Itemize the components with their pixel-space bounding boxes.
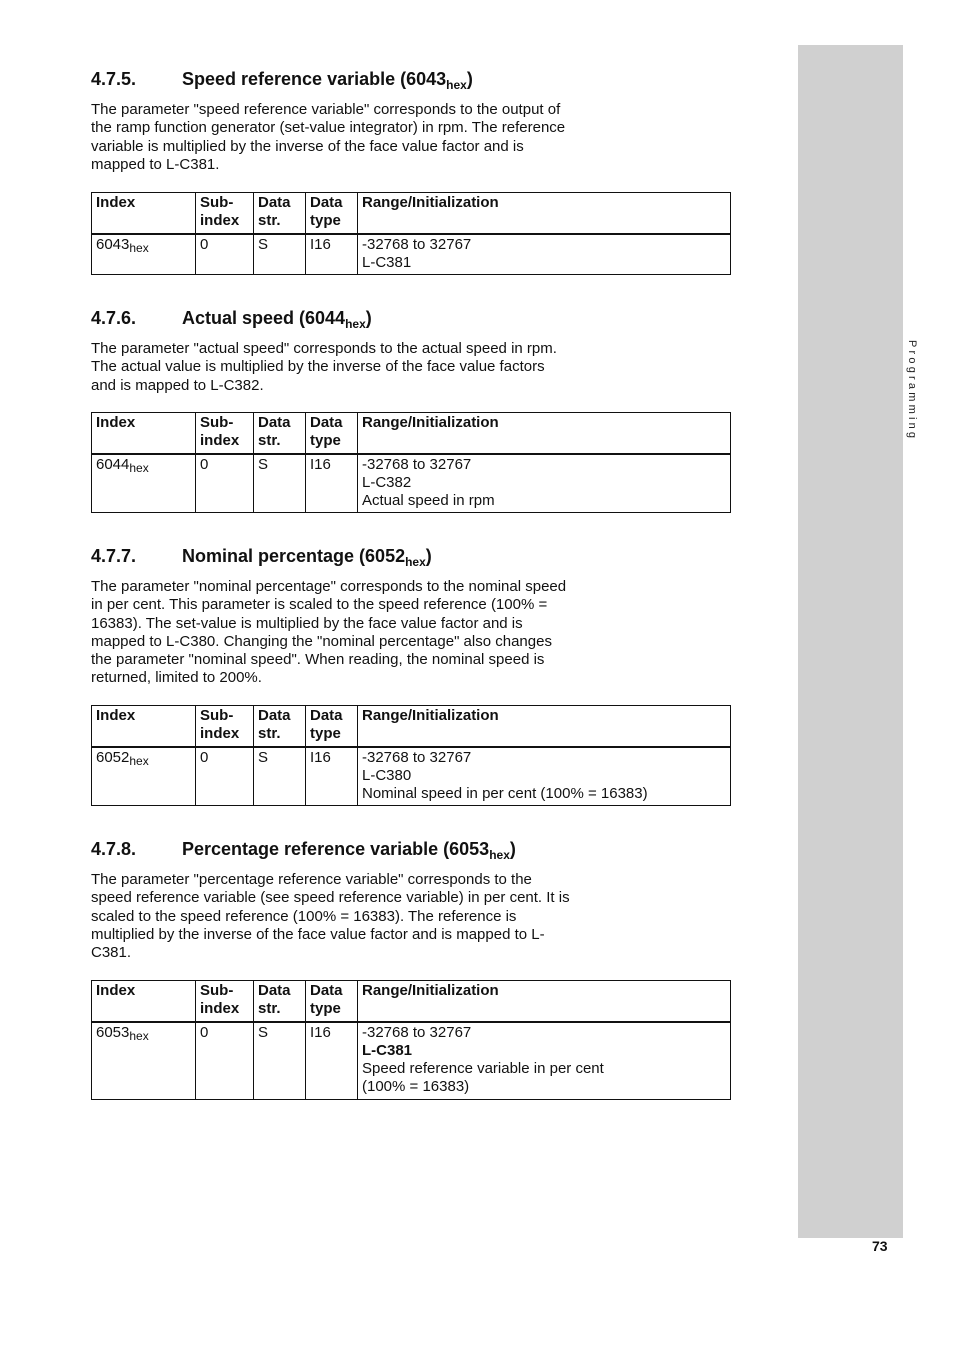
header-index: Index (92, 706, 196, 747)
header-range: Range/Initialization (358, 706, 731, 747)
header-subindex: Sub- index (196, 193, 254, 234)
section-number: 4.7.5. (91, 69, 137, 89)
title-subscript: hex (446, 78, 467, 92)
header-index: Index (92, 413, 196, 454)
section-heading (91, 545, 731, 573)
table-header-row (92, 706, 731, 747)
header-range: Range/Initialization (358, 981, 731, 1022)
section-paragraph: The parameter "nominal percentage" corresponds to the nominal speed in per cent. This parameter is scaled to the speed reference (100% = 16383). The set-value is multiplied by the face value factor and is mapped to L-C380. Changing the "nominal percentage" also changes the parameter "nominal speed". When reading, the nominal speed is returned, limited to 200%. (91, 578, 567, 687)
cell-range: -32768 to 32767 L-C382 Actual speed in rpm (358, 454, 731, 513)
section-number: 4.7.6. (91, 308, 137, 328)
cell-subindex: 0 (196, 747, 254, 806)
table-row (92, 454, 731, 513)
section-heading (91, 68, 731, 96)
section-actual-speed (91, 307, 731, 510)
cell-index: $6043_{hex}$ (92, 234, 196, 275)
section-nominal-percentage (91, 545, 731, 803)
table-header-row (92, 413, 731, 454)
header-subindex: Sub- index (196, 706, 254, 747)
cell-range: -32768 to 32767 L-C381 (358, 234, 731, 275)
cell-data-str: S (254, 747, 306, 806)
cell-data-str: S (254, 454, 306, 513)
header-data-str: Data str. (254, 706, 306, 747)
header-data-type: Data type (306, 981, 358, 1022)
header-index: Index (92, 981, 196, 1022)
table-row (92, 747, 731, 806)
page-number: 73 (872, 1238, 888, 1254)
side-tab-bar (798, 45, 903, 1238)
header-data-type: Data type (306, 193, 358, 234)
parameter-table (91, 192, 731, 275)
title-end: ) (365, 308, 372, 328)
parameter-table (91, 980, 731, 1100)
section-heading (91, 838, 731, 866)
header-index: Index (92, 193, 196, 234)
section-title: Actual speed (6044 (182, 308, 346, 328)
section-paragraph: The parameter "actual speed" corresponds to the actual speed in rpm. The actual value is multiplied by the inverse of the face value factors and is mapped to L-C382. (91, 340, 557, 394)
header-subindex: Sub- index (196, 981, 254, 1022)
section-number: 4.7.8. (91, 839, 137, 859)
section-title: Speed reference variable (6043 (182, 69, 447, 89)
cell-data-str: S (254, 1022, 306, 1100)
cell-subindex: 0 (196, 1022, 254, 1100)
section-heading (91, 307, 731, 335)
header-subindex: Sub- index (196, 413, 254, 454)
cell-index: $6053_{hex}$ (92, 1022, 196, 1100)
cell-data-type: I16 (306, 747, 358, 806)
title-subscript: hex (489, 848, 510, 862)
cell-index: $6052_{hex}$ (92, 747, 196, 806)
cell-data-type: I16 (306, 1022, 358, 1100)
cell-range: -32768 to 32767 L-C380 Nominal speed in per cent (100% = 16383) (358, 747, 731, 806)
section-number: 4.7.7. (91, 546, 137, 566)
cell-subindex: 0 (196, 234, 254, 275)
title-subscript: hex (405, 555, 426, 569)
cell-data-type: I16 (306, 234, 358, 275)
header-data-str: Data str. (254, 193, 306, 234)
section-title: Percentage reference variable (6053 (182, 839, 490, 859)
header-data-str: Data str. (254, 413, 306, 454)
cell-index: $6044_{hex}$ (92, 454, 196, 513)
side-tab-label: Programming (906, 340, 918, 442)
table-header-row (92, 193, 731, 234)
title-end: ) (466, 69, 473, 89)
table-header-row (92, 981, 731, 1022)
header-range: Range/Initialization (358, 413, 731, 454)
section-paragraph: The parameter "percentage reference variable" corresponds to the speed reference variable (see speed reference variable) in per cent. It is scaled to the speed reference (100% = 16383). The reference is multiplied by the inverse of the face value factor and is mapped to L-C381. (91, 871, 570, 962)
section-percentage-reference-variable (91, 838, 731, 1096)
cell-data-type: I16 (306, 454, 358, 513)
cell-range: -32768 to 32767 L-C381 Speed reference variable in per cent (100% = 16383) (358, 1022, 731, 1100)
header-data-type: Data type (306, 706, 358, 747)
section-speed-reference-variable (91, 68, 731, 271)
section-paragraph: The parameter "speed reference variable" corresponds to the output of the ramp function generator (set-value integrator) in rpm. The reference variable is multiplied by the inverse of the face value factor and is mapped to L-C381. (91, 101, 566, 173)
parameter-table (91, 705, 731, 806)
header-range: Range/Initialization (358, 193, 731, 234)
title-end: ) (509, 839, 516, 859)
table-row (92, 1022, 731, 1100)
cell-subindex: 0 (196, 454, 254, 513)
header-data-str: Data str. (254, 981, 306, 1022)
header-data-type: Data type (306, 413, 358, 454)
title-subscript: hex (345, 317, 366, 331)
section-title: Nominal percentage (6052 (182, 546, 406, 566)
table-row (92, 234, 731, 275)
cell-data-str: S (254, 234, 306, 275)
parameter-table (91, 412, 731, 513)
title-end: ) (425, 546, 432, 566)
